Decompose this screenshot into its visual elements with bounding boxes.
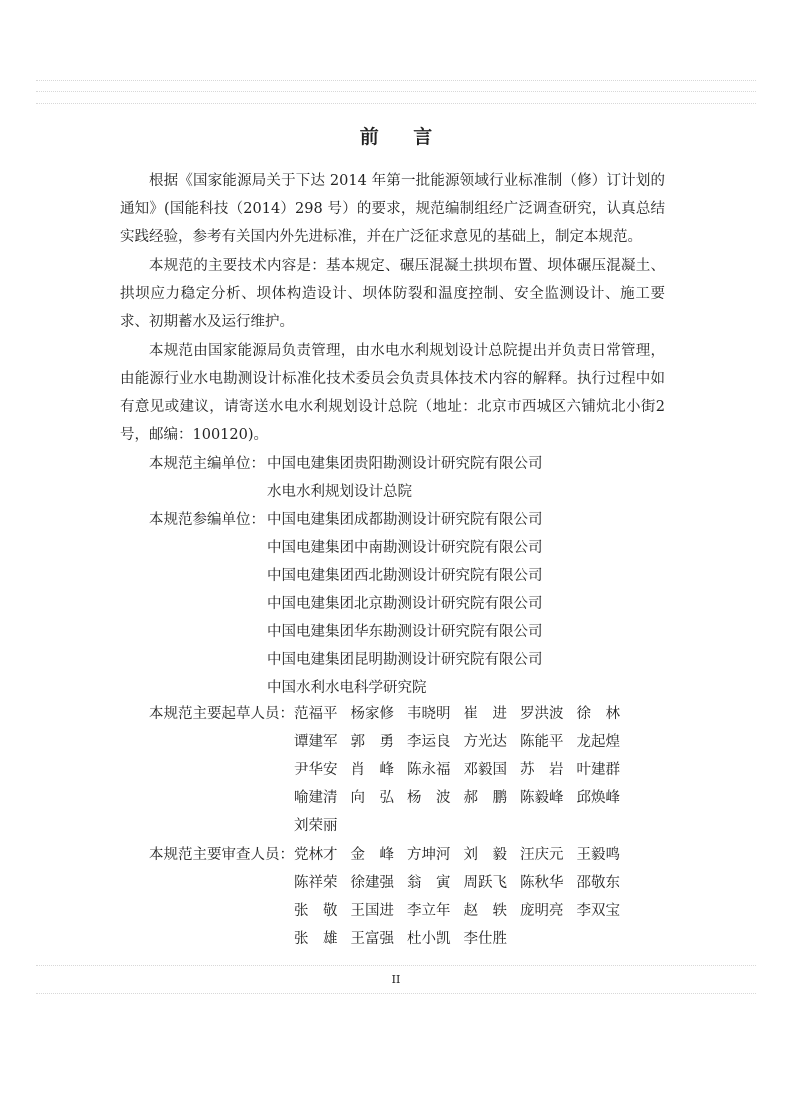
dotted-rule-top (36, 103, 756, 105)
person-name: 邓毅国 (463, 762, 507, 778)
person-name: 邵敬东 (576, 875, 620, 891)
reviewers-list (294, 841, 633, 953)
person-name: 罗洪波 (520, 706, 564, 722)
person-name: 杨家修 (350, 706, 394, 722)
page-title: 前 言 (359, 126, 447, 148)
participating-unit: 中国电建集团中南勘测设计研究院有限公司 (267, 540, 543, 556)
person-name: 陈永福 (407, 762, 451, 778)
chief-units-label: 本规范主编单位： (149, 456, 265, 472)
paragraph: 根据《国家能源局关于下达 2014 年第一批能源领域行业标准制（修）订计划的通知》(国能科技（2014）298 号）的要求，规范编制组经广泛调查研究，认真总结实践经验，参考有关国内外先进标准，并在广泛征求意见的基础上，制定本规范。 (120, 173, 665, 245)
person-name: 庞明亮 (520, 903, 564, 919)
participating-unit: 中国水利水电科学研究院 (267, 680, 427, 696)
participating-unit: 中国电建集团昆明勘测设计研究院有限公司 (267, 652, 543, 668)
person-name: 方坤河 (407, 847, 451, 863)
participating-unit: 中国电建集团北京勘测设计研究院有限公司 (267, 596, 543, 612)
person-name: 尹华安 (294, 762, 338, 778)
person-name: 李运良 (407, 734, 451, 750)
person-name: 张 敬 (294, 903, 338, 919)
person-name: 叶建群 (576, 762, 620, 778)
participating-unit: 中国电建集团西北勘测设计研究院有限公司 (267, 568, 543, 584)
person-name: 杜小凯 (407, 931, 451, 947)
person-name: 龙起煌 (576, 734, 620, 750)
person-name: 苏 岩 (520, 762, 564, 778)
personnel-section (149, 700, 294, 728)
person-name: 刘 毅 (463, 847, 507, 863)
dotted-rule-bottom (36, 993, 756, 995)
participating-unit: 中国电建集团成都勘测设计研究院有限公司 (267, 512, 543, 528)
person-name: 张 雄 (294, 931, 338, 947)
person-name: 王毅鸣 (576, 847, 620, 863)
paragraph: 本规范的主要技术内容是：基本规定、碾压混凝土拱坝布置、坝体碾压混凝土、拱坝应力稳定分析、坝体构造设计、坝体防裂和温度控制、安全监测设计、施工要求、初期蓄水及运行维护。 (120, 258, 665, 330)
dotted-rule-top (36, 80, 756, 82)
person-name: 陈秋华 (520, 875, 564, 891)
person-name: 徐 林 (576, 706, 620, 722)
person-name: 徐建强 (350, 875, 394, 891)
person-name: 王富强 (350, 931, 394, 947)
person-name: 金 峰 (350, 847, 394, 863)
person-name: 翁 寅 (407, 875, 451, 891)
units-section (149, 450, 543, 702)
dotted-rule-top (36, 91, 756, 93)
person-name: 谭建军 (294, 734, 338, 750)
paragraph: 本规范由国家能源局负责管理，由水电水利规划设计总院提出并负责日常管理，由能源行业水电勘测设计标准化技术委员会负责具体技术内容的解释。执行过程中如有意见或建议，请寄送水电水利规划设计总院（地址：北京市西城区六铺炕北小街2号，邮编：100120)。 (120, 343, 665, 443)
person-name: 陈祥荣 (294, 875, 338, 891)
participating-unit: 中国电建集团华东勘测设计研究院有限公司 (267, 624, 543, 640)
person-name: 喻建清 (294, 790, 338, 806)
person-name: 方光达 (463, 734, 507, 750)
person-name: 肖 峰 (350, 762, 394, 778)
chief-unit: 中国电建集团贵阳勘测设计研究院有限公司 (267, 456, 543, 472)
person-name: 赵 轶 (463, 903, 507, 919)
person-name: 王国进 (350, 903, 394, 919)
person-name: 刘荣丽 (294, 818, 338, 834)
drafters-label: 本规范主要起草人员： (149, 706, 294, 722)
person-name: 范福平 (294, 706, 338, 722)
person-name: 陈能平 (520, 734, 564, 750)
dotted-rule-bottom (36, 965, 756, 967)
person-name: 崔 进 (463, 706, 507, 722)
person-name: 邱焕峰 (576, 790, 620, 806)
person-name: 韦晓明 (407, 706, 451, 722)
person-name: 郝 鹏 (463, 790, 507, 806)
drafters-list (294, 700, 633, 840)
page-number: II (391, 973, 401, 986)
chief-unit: 水电水利规划设计总院 (267, 484, 412, 500)
participating-units-label: 本规范参编单位： (149, 512, 265, 528)
person-name: 向 弘 (350, 790, 394, 806)
person-name: 郭 勇 (350, 734, 394, 750)
person-name: 杨 波 (407, 790, 451, 806)
person-name: 李仕胜 (463, 931, 507, 947)
person-name: 陈毅峰 (520, 790, 564, 806)
person-name: 李立年 (407, 903, 451, 919)
person-name: 汪庆元 (520, 847, 564, 863)
person-name: 党林才 (294, 847, 338, 863)
person-name: 李双宝 (576, 903, 620, 919)
person-name: 周跃飞 (463, 875, 507, 891)
reviewers-label: 本规范主要审查人员： (149, 847, 294, 863)
